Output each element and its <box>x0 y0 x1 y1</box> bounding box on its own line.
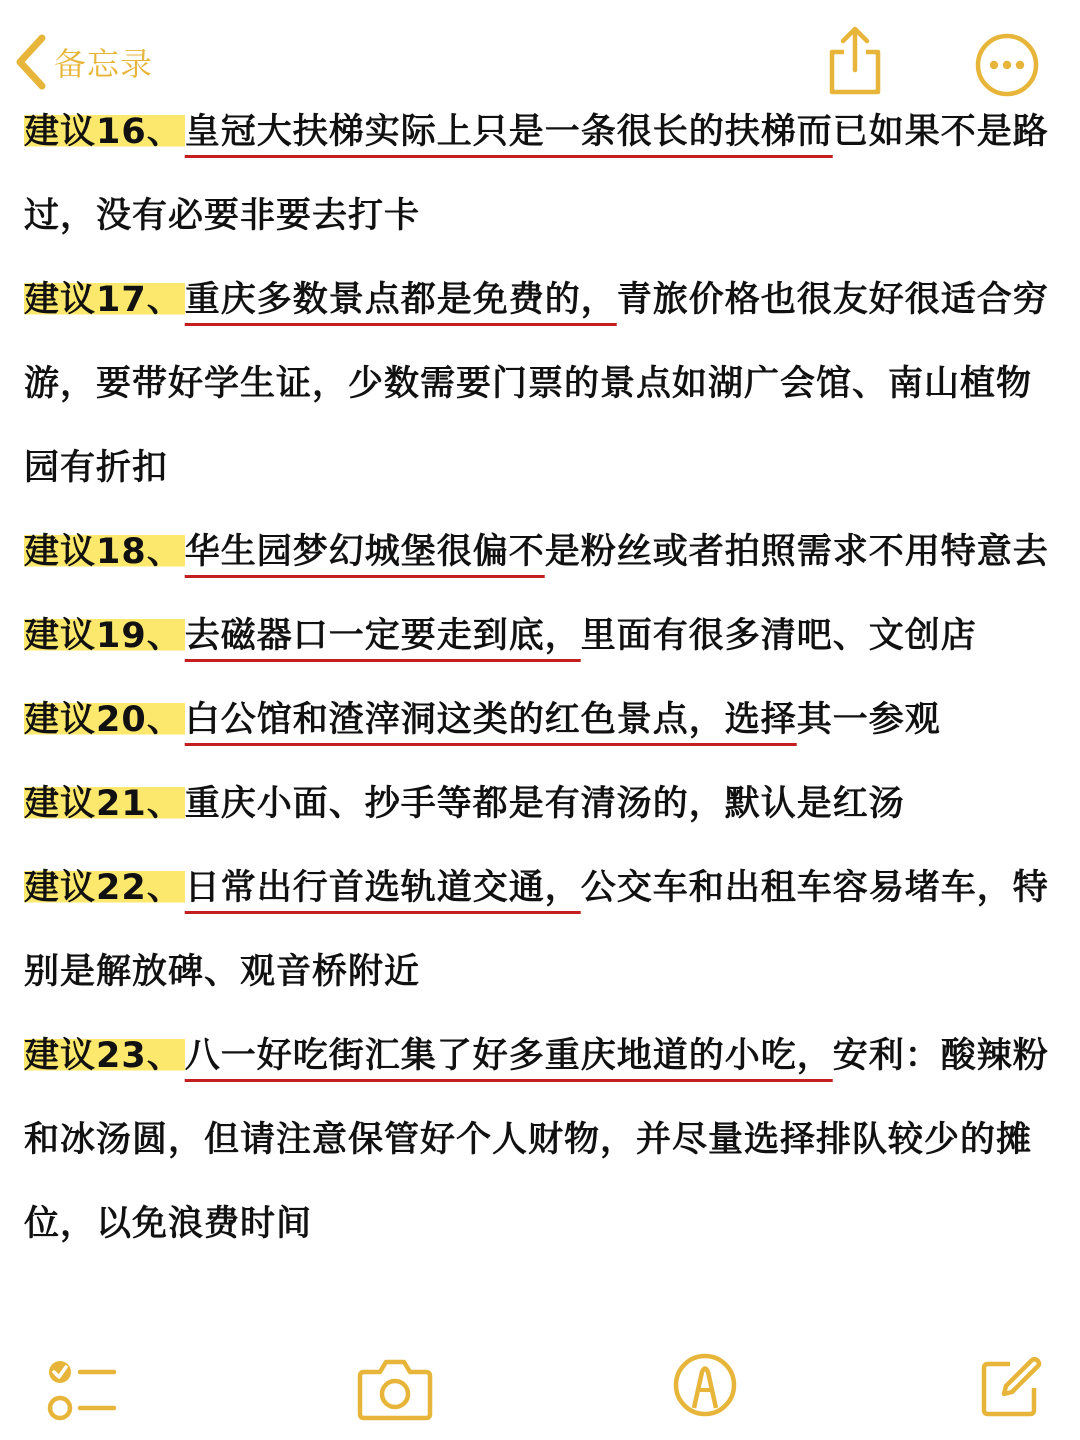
tip-22 <box>24 846 1064 1014</box>
tip-19 <box>24 594 1064 678</box>
back-label: 备忘录 <box>54 45 154 83</box>
camera-button[interactable] <box>356 1354 434 1424</box>
tip-16 <box>24 90 1064 258</box>
compose-icon <box>976 1354 1044 1422</box>
tip-label: 建议21、 <box>24 784 183 824</box>
markup-pen-icon <box>672 1352 738 1418</box>
bottom-toolbar <box>0 1340 1080 1440</box>
tip-underlined-text: 重庆多数景点都是免费的， <box>184 280 617 320</box>
tip-label: 建议16、 <box>24 112 183 152</box>
compose-button[interactable] <box>976 1354 1044 1422</box>
tip-text: 已如果不是路过，没有必要非要去打卡 <box>24 112 1049 236</box>
tip-underlined-text: 八一好吃街汇集了好多重庆地道的小吃， <box>184 1036 833 1076</box>
share-icon <box>824 24 886 98</box>
tip-label: 建议20、 <box>24 700 183 740</box>
tip-label: 建议17、 <box>24 280 183 320</box>
markup-button[interactable] <box>672 1352 738 1418</box>
ellipsis-circle-icon <box>974 32 1040 98</box>
checklist-icon <box>44 1352 118 1428</box>
tip-text: 青旅价格也很友好很适合穷游，要带好学生证，少数需要门票的景点如湖广会馆、南山植物园有折扣 <box>24 280 1049 488</box>
tip-23 <box>24 1014 1064 1266</box>
tip-text: 里面有很多清吧、文创店 <box>580 616 977 656</box>
tip-text: 是粉丝或者拍照需求不用特意去 <box>544 532 1049 572</box>
tip-text: 其一参观 <box>796 700 941 740</box>
tip-underlined-text: 皇冠大扶梯实际上只是一条很长的扶梯而 <box>184 112 833 152</box>
checklist-button[interactable] <box>44 1352 118 1428</box>
tip-label: 建议22、 <box>24 868 183 908</box>
tip-text: 重庆小面、抄手等都是有清汤的，默认是红汤 <box>184 784 905 824</box>
tip-text: 公交车和出租车容易堵车，特别是解放碑、观音桥附近 <box>24 868 1049 992</box>
share-button[interactable] <box>824 24 886 98</box>
note-body[interactable] <box>24 90 1064 1266</box>
tip-underlined-text: 去磁器口一定要走到底， <box>184 616 581 656</box>
tip-label: 建议19、 <box>24 616 183 656</box>
tip-underlined-text: 白公馆和渣滓洞这类的红色景点，选择 <box>184 700 797 740</box>
tip-underlined-text: 华生园梦幻城堡很偏不 <box>184 532 545 572</box>
more-button[interactable] <box>974 32 1040 98</box>
tip-18 <box>24 510 1064 594</box>
tip-label: 建议18、 <box>24 532 183 572</box>
chevron-left-icon <box>14 32 48 92</box>
tip-20 <box>24 678 1064 762</box>
tip-21 <box>24 762 1064 846</box>
camera-icon <box>356 1354 434 1424</box>
navigation-bar <box>0 0 1080 100</box>
tip-label: 建议23、 <box>24 1036 183 1076</box>
tip-underlined-text: 日常出行首选轨道交通， <box>184 868 581 908</box>
tip-text: 安利：酸辣粉和冰汤圆，但请注意保管好个人财物，并尽量选择排队较少的摊位，以免浪费时间 <box>24 1036 1049 1244</box>
tip-17 <box>24 258 1064 510</box>
back-button[interactable] <box>14 30 153 94</box>
